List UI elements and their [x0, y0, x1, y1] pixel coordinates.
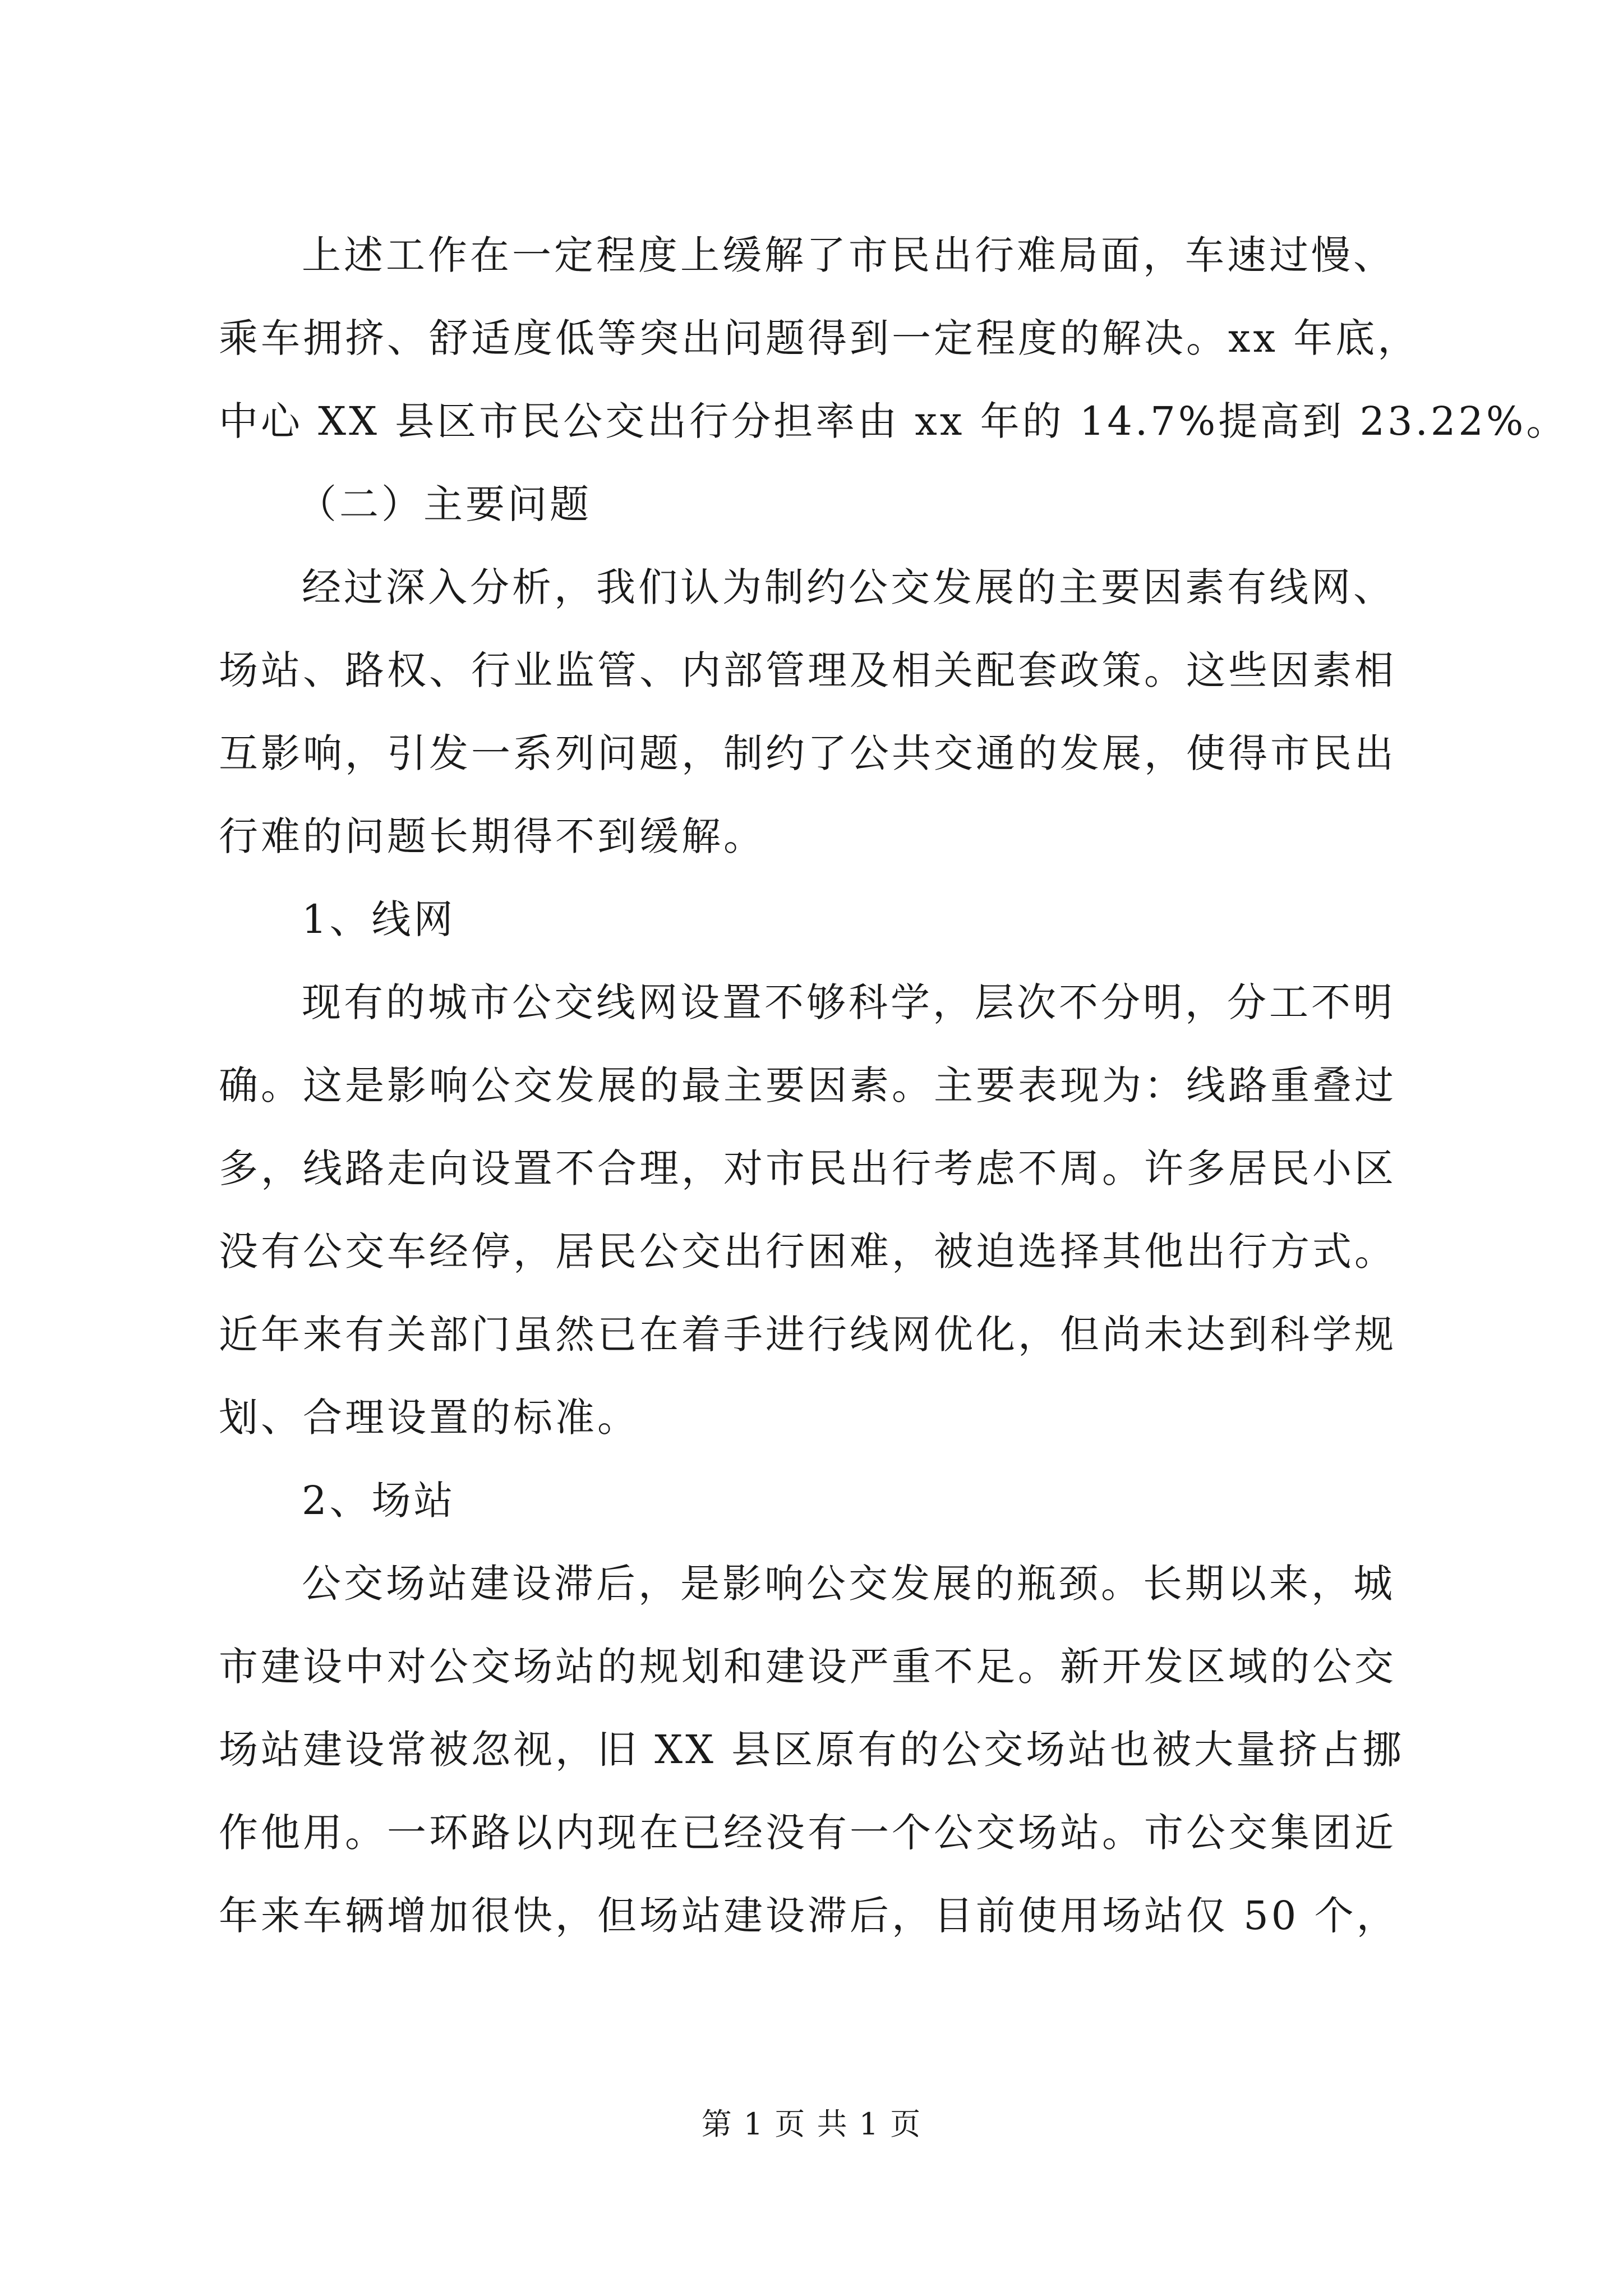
paragraph-line: 行难的问题长期得不到缓解。	[219, 813, 766, 859]
document-body	[219, 232, 1569, 1979]
subsection-heading: 1、线网	[302, 896, 456, 942]
paragraph-line: 公交场站建设滞后，是影响公交发展的瓶颈。长期以来，城	[302, 1561, 1395, 1607]
paragraph-line: 划、合理设置的标准。	[219, 1395, 639, 1441]
paragraph-line: 经过深入分析，我们认为制约公交发展的主要因素有线网、	[302, 564, 1395, 610]
paragraph-line: 没有公交车经停，居民公交出行困难，被迫选择其他出行方式。	[219, 1228, 1396, 1274]
page-footer: 第 1 页 共 1 页	[701, 2106, 922, 2142]
paragraph-line: 现有的城市公交线网设置不够科学，层次不分明，分工不明	[302, 979, 1395, 1025]
paragraph-line: 场站、路权、行业监管、内部管理及相关配套政策。这些因素相	[219, 647, 1396, 693]
subsection-heading: 2、场站	[302, 1478, 456, 1524]
paragraph-line: 中心 XX 县区市民公交出行分担率由 xx 年的 14.7%提高到 23.22%。	[219, 398, 1569, 444]
paragraph-line: 市建设中对公交场站的规划和建设严重不足。新开发区域的公交	[219, 1644, 1396, 1690]
paragraph-line: 乘车拥挤、舒适度低等突出问题得到一定程度的解决。xx 年底，	[219, 315, 1420, 361]
paragraph-line: 确。这是影响公交发展的最主要因素。主要表现为：线路重叠过	[219, 1062, 1396, 1108]
paragraph-line: 年来车辆增加很快，但场站建设滞后，目前使用场站仅 50 个，	[219, 1893, 1399, 1939]
paragraph-line: 上述工作在一定程度上缓解了市民出行难局面，车速过慢、	[302, 232, 1395, 278]
section-heading: （二）主要问题	[297, 481, 592, 527]
paragraph-line: 场站建设常被忽视，旧 XX 县区原有的公交场站也被大量挤占挪	[219, 1727, 1405, 1773]
paragraph-line: 互影响，引发一系列问题，制约了公共交通的发展，使得市民出	[219, 730, 1396, 776]
paragraph-line: 近年来有关部门虽然已在着手进行线网优化，但尚未达到科学规	[219, 1312, 1396, 1358]
paragraph-line: 多，线路走向设置不合理，对市民出行考虑不周。许多居民小区	[219, 1145, 1396, 1191]
paragraph-line: 作他用。一环路以内现在已经没有一个公交场站。市公交集团近	[219, 1810, 1396, 1856]
